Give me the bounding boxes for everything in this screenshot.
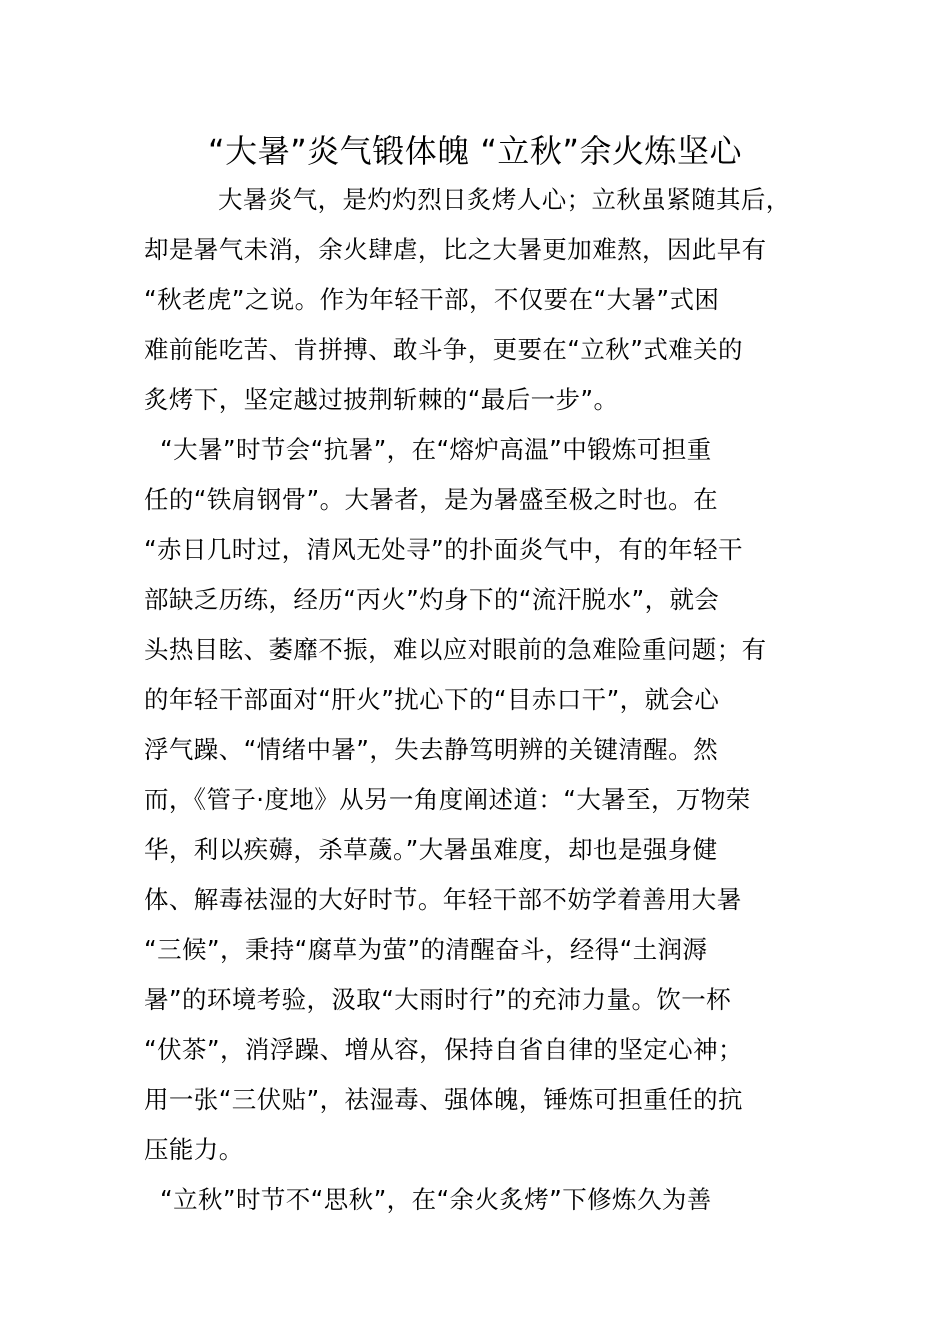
paragraph-line: “秋老虎”之说。作为年轻干部，不仅要在“大暑”式困 — [144, 285, 720, 314]
paragraph-line: 炙烤下，坚定越过披荆斩棘的“最后一步”。 — [144, 385, 619, 414]
paragraph-line: 华，利以疾薅，杀草薉。”大暑虽难度，却也是强身健 — [144, 835, 718, 864]
document-body — [144, 175, 814, 1225]
paragraph-line: “大暑”时节会“抗暑”，在“熔炉高温”中锻炼可担重 — [160, 435, 712, 464]
paragraph-line: 头热目眩、萎靡不振，难以应对眼前的急难险重问题；有 — [144, 635, 767, 664]
paragraph-line: 压能力。 — [144, 1135, 244, 1164]
paragraph-line: 而，《管子·度地》从另一角度阐述道：“大暑至，万物荣 — [144, 785, 751, 814]
paragraph-line: 体、解毒祛湿的大好时节。年轻干部不妨学着善用大暑 — [144, 885, 742, 914]
paragraph-line: “三候”，秉持“腐草为萤”的清醒奋斗，经得“土润溽 — [144, 935, 708, 964]
paragraph-line: 暑”的环境考验，汲取“大雨时行”的充沛力量。饮一杯 — [144, 985, 732, 1014]
paragraph-line: “立秋”时节不“思秋”，在“余火炙烤”下修炼久为善 — [160, 1185, 712, 1214]
paragraph-line: 部缺乏历练，经历“丙火”灼身下的“流汗脱水”，就会 — [144, 585, 720, 614]
paragraph-line: 浮气躁、“情绪中暑”，失去静笃明辨的关键清醒。然 — [144, 735, 718, 764]
paragraph-line: 的年轻干部面对“肝火”扰心下的“目赤口干”，就会心 — [144, 685, 720, 714]
paragraph-line: 难前能吃苦、肯拼搏、敢斗争，更要在“立秋”式难关的 — [144, 335, 743, 364]
paragraph-line: “伏茶”，消浮躁、增从容，保持自省自律的坚定心神； — [144, 1035, 743, 1064]
paragraph-line: 大暑炎气，是灼灼烈日炙烤人心；立秋虽紧随其后， — [218, 185, 791, 214]
paragraph-line: 用一张“三伏贴”，祛湿毒、强体魄，锤炼可担重任的抗 — [144, 1085, 743, 1114]
paragraph-line: “赤日几时过，清风无处寻”的扑面炎气中，有的年轻干 — [144, 535, 743, 564]
document-title: “大暑”炎气锻体魄 “立秋”余火炼坚心 — [208, 132, 742, 170]
paragraph-line: 却是暑气未消，余火肆虐，比之大暑更加难熬，因此早有 — [144, 235, 767, 264]
paragraph-line: 任的“铁肩钢骨”。大暑者，是为暑盛至极之时也。在 — [144, 485, 718, 514]
